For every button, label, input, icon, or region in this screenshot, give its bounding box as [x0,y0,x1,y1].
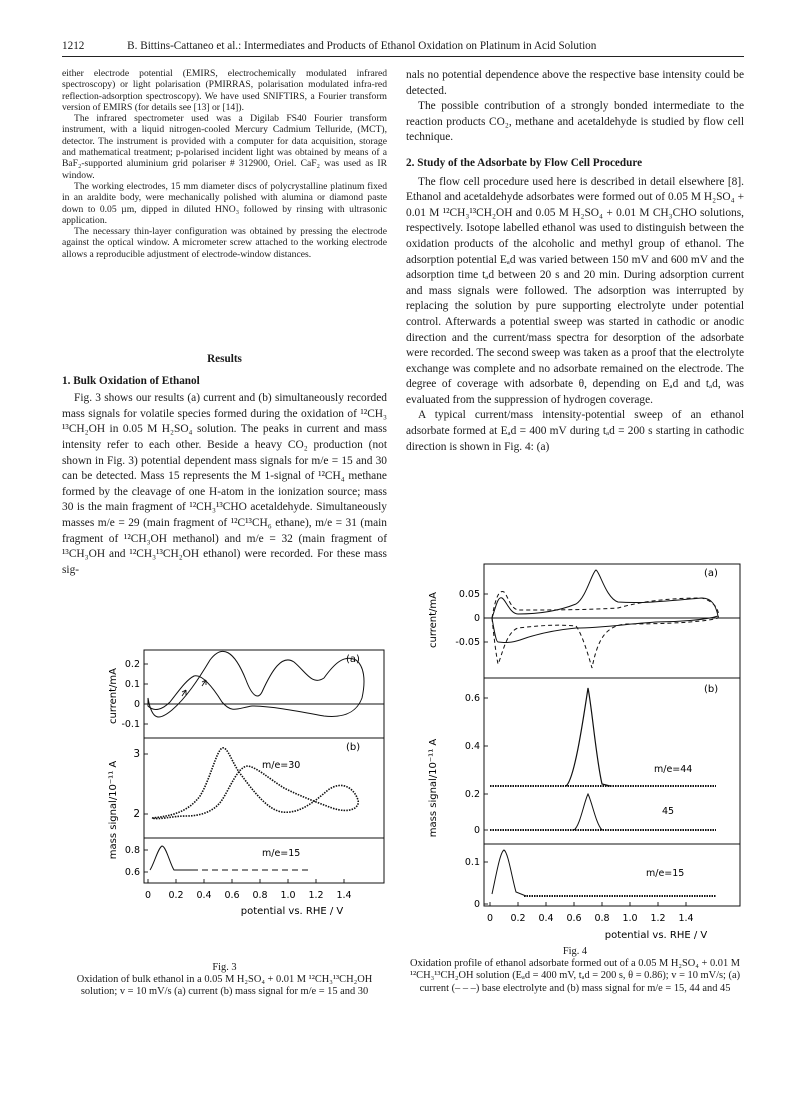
fig4-panel-b-frame [484,678,740,906]
fig4-caption-text: Oxidation profile of ethanol adsorbate formed out of a 0.05 M H₂SO₄ + 0.01 M ¹²CH₃¹³CH₂OH solution (Eₐd = 400 mV, tₐd = 200 s, θ = 0.86); v = 10 mV/s; (a) current (– – –) base electrolyte and (b) mass signal for m/e = 15, 44 and 45 [409,958,741,994]
fig4-xtick: 0.6 [566,913,582,924]
fig4-xtick: 1.2 [650,913,666,924]
paragraph: The possible contribution of a strongly bonded intermediate to the reaction products CO₂, methane and acetaldehyde is studied by flow cell technique. [406,100,744,144]
fig3-xtick: 0.8 [252,890,268,901]
fig3-ytick: 0.1 [124,679,140,690]
paragraph: The necessary thin-layer configuration was obtained by pressing the electrode against the optical window. A micrometer screw attached to the working electrode allows a reproducible adjustment of electrode-window distances. [62,226,387,260]
fig3-ytick: 0.8 [124,845,140,856]
left-column-methods [62,68,387,260]
fig4-xlabel: potential vs. RHE / V [604,930,708,941]
fig4-panel-a-frame [484,564,740,678]
fig4-panel-b-label: (b) [704,684,719,695]
fig3-ylabel-mass: mass signal/10⁻¹¹ A [108,760,119,860]
fig3-xtick: 1.2 [308,890,324,901]
fig4-mass45-peak [574,794,602,830]
fig4-ytick: 0.05 [458,589,480,600]
fig4-ytick: 0.2 [464,789,480,800]
fig4-xtick: 1.4 [678,913,694,924]
fig4-ytick: 0 [473,899,480,910]
fig4-label-m15: m/e=15 [646,868,685,879]
fig4-xtick: 0.4 [538,913,554,924]
fig4-ylabel-current: current/mA [428,591,439,649]
header-rule [62,56,744,57]
fig4-ytick: -0.05 [455,637,480,648]
left-column-results [62,352,387,578]
fig3-caption-title: Fig. 3 [212,962,237,973]
fig3-caption [62,962,387,999]
fig4-label-m45: 45 [662,806,675,817]
section-1-heading: 1. Bulk Oxidation of Ethanol [62,374,200,387]
fig4-mass44-peak [566,688,610,786]
fig3-label-m15: m/e=15 [262,848,301,859]
fig3-ytick: 2 [133,808,140,820]
fig3-xtick: 0 [144,890,152,901]
fig3-xtick: 0.6 [224,890,240,901]
fig3-xtick: 1.4 [336,890,352,901]
running-title: B. Bittins-Cattaneo et al.: Intermediates and Products of Ethanol Oxidation on Platinum in Acid Solution [127,40,597,52]
fig3-ytick: 3 [133,748,140,760]
fig4-ytick: 0.4 [464,741,480,752]
paragraph: The working electrodes, 15 mm diameter discs of polycrystalline platinum fixed in an araldite body, were mechanically polished with alumina or diamond paste down to 0.05 µm, dipped in diluted HNO₃ followed by rinsing with ultrasonic application. [62,180,387,226]
fig4-ytick: 0 [473,613,480,624]
fig4-xtick: 0 [486,913,494,924]
fig4-ytick: 0.1 [464,857,480,868]
page-number: 1212 [62,40,85,52]
fig3-mass30-curve [152,748,358,819]
fig3-xtick: 0.4 [196,890,212,901]
fig4-ytick: 0 [473,825,480,836]
fig3-label-m30: m/e=30 [262,760,301,771]
fig3-ytick: 0.6 [124,867,140,878]
running-header [62,40,744,52]
fig3-caption-text: Oxidation of bulk ethanol in a 0.05 M H₂SO₄ + 0.01 M ¹²CH₃¹³CH₂OH solution; v = 10 mV/s (a) current (b) mass signal for m/e = 15 and 30 [76,974,373,998]
figure-3 [62,640,387,960]
fig3-ytick: 0.2 [124,659,140,670]
right-column-text [406,68,744,455]
figure-4 [406,558,744,950]
fig4-caption [406,946,744,995]
fig4-xtick: 0.8 [594,913,610,924]
fig3-ytick: 0 [133,699,140,710]
fig3-xtick: 1.0 [280,890,296,901]
paragraph: The flow cell procedure used here is described in detail elsewhere [8]. Ethanol and acetaldehyde adsorbates were formed out of 0.05 M H₂SO₄ + 0.01 M ¹²CH₃¹³CH₂OH and 0.05 M H₂SO₄ + 0.01 M CH₃CHO solutions, respectively. Isotope labelled ethanol was used to distinguish between the oxidation products of the alcoholic and methyl group of ethanol. The adsorption potential Eₐd was varied between 150 mV and 600 mV and the adsorption time tₐd between 20 s and 20 min. During adsorption current and mass signals were followed. The adsorption was interrupted by replacing the solution by pure supporting electrolyte under potential control. Afterwards a potential sweep was started in cathodic or anodic direction and the current/mass spectra for desorption of the adsorbate were recorded. The second sweep was taken as a proof that the electrolyte exchange was complete and no adsorbate remained on the electrode. The degree of coverage with adsorbate θ, depending on Eₐd and tₐd, was evaluated from the suppression of hydrogen coverage. [406,175,744,406]
fig3-xtick: 0.2 [168,890,184,901]
fig3-xlabel: potential vs. RHE / V [240,906,344,917]
fig3-current-curve [148,651,364,717]
paragraph: Fig. 3 shows our results (a) current and (b) simultaneously recorded mass signals for volatile species formed during the oxidation of ¹²CH₃ ¹³CH₂OH in 0.05 M H₂SO₄ solution. The peaks in current and mass intensity refer to each other. Beside a heavy CO₂ production (not shown in Fig. 3) potential dependent mass signals for m/e = 15 and 30 can be detected. Mass 15 represents the M 1-signal of ¹²CH₄ methane formed by the cleavage of one H-atom in the ionization source; mass 30 is the main fragment of ¹²CH₃¹³CHO acetaldehyde. Simultaneously masses m/e = 29 (main fragment of ¹²C¹³CH₆ ethane), m/e = 31 (main fragment of ¹²CH₃OH methanol) and m/e = 32 (main fragment of ¹³CH₃OH and ¹²CH₃¹³CH₂OH ethanol) were recorded. For these mass sig- [62,392,387,576]
fig4-current-curve [492,570,718,643]
fig4-caption-title: Fig. 4 [562,946,588,957]
fig3-panel-b-label: (b) [346,742,361,753]
fig3-ytick: -0.1 [121,719,140,730]
paragraph: nals no potential dependence above the respective base intensity could be detected. [406,69,744,97]
fig4-base-electrolyte-curve [492,592,718,668]
fig3-panel-a-label: (a) [346,654,360,665]
fig4-ytick: 0.6 [464,693,480,704]
fig4-panel-a-label: (a) [704,568,718,579]
paragraph: The infrared spectrometer used was a Digilab FS40 Fourier transform instrument, with a liquid nitrogen-cooled Mercury Cadmium Telluride, (MCT), detector. The instrument is provided with a computer for data acquisition, storage and mathematical treatment; p-polarised incident light was obtained by means of a BaF₂-supported aluminium grid polariser # 312900, Oriel. CaF₂ was used as IR window. [62,113,387,181]
paragraph: either electrode potential (EMIRS, electrochemically modulated infrared spectroscopy) or light polarisation (PMIRRAS, polarisation modulated infra-red reflection-adsorption spectroscopy). We have used SNIFTIRS, a Fourier transform version of EMIRS (for details see [13] or [14]). [62,68,387,113]
fig4-xtick: 1.0 [622,913,638,924]
paragraph: A typical current/mass intensity-potential sweep of an ethanol adsorbate formed at Eₐd = 400 mV during tₐd = 200 s starting in cathodic direction is shown in Fig. 4: (a) [406,409,744,453]
fig3-ylabel-current: current/mA [108,667,119,725]
fig4-xtick: 0.2 [510,913,526,924]
fig4-ylabel-mass: mass signal/10⁻¹¹ A [428,738,439,838]
section-2-heading: 2. Study of the Adsorbate by Flow Cell Procedure [406,156,643,169]
fig4-label-m44: m/e=44 [654,764,693,775]
results-heading: Results [207,353,242,365]
